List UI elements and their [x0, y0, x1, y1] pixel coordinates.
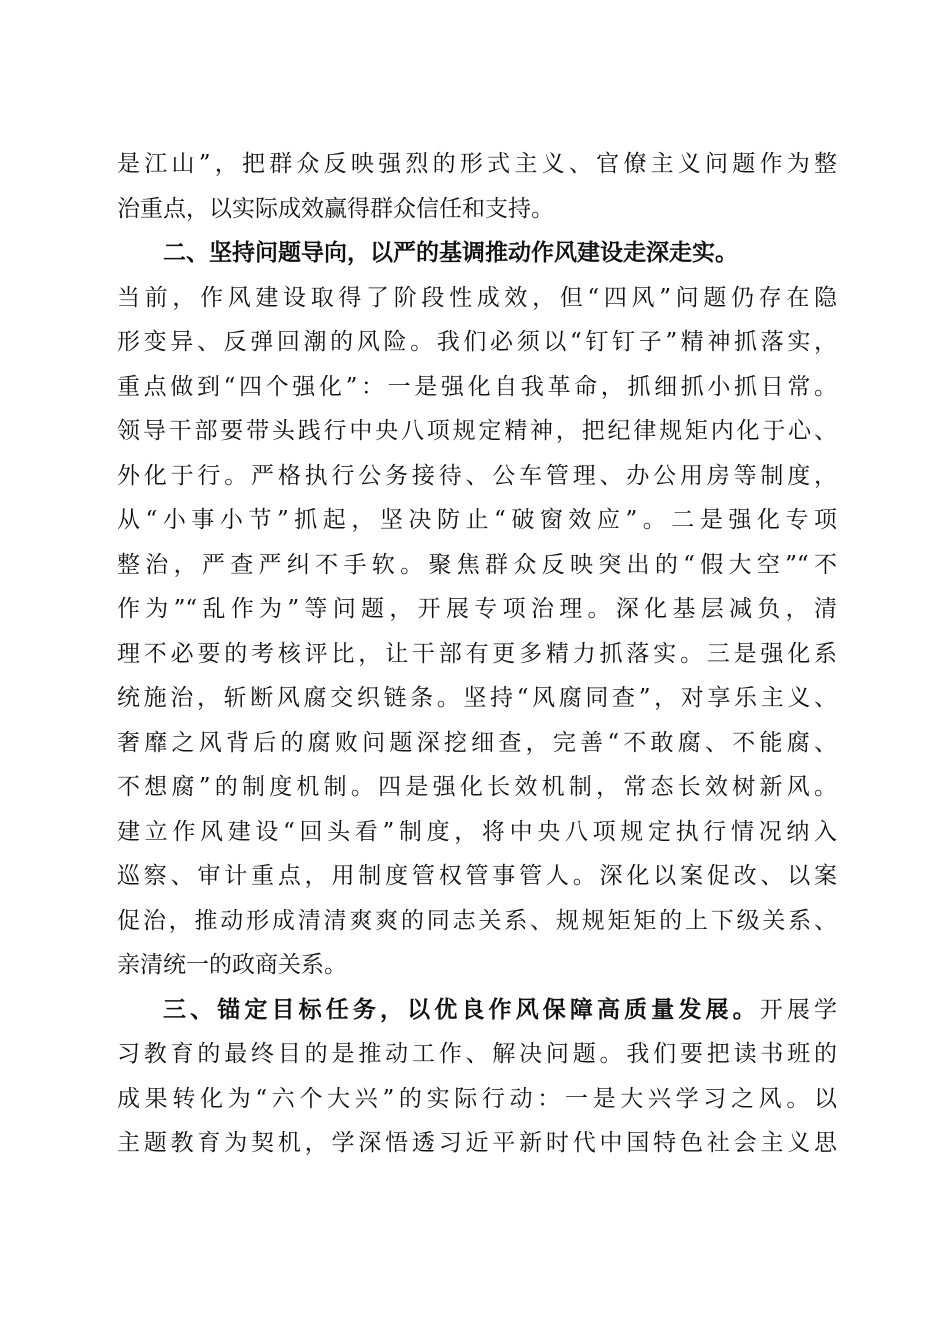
text-line: 作为”“乱作为”等问题，开展专项治理。深化基层减负，清 — [117, 596, 837, 622]
text-line: 统施治，斩断风腐交织链条。坚持“风腐同查”，对享乐主义、 — [117, 685, 837, 711]
section-heading: 三、锚定目标任务，以优良作风保障高质量发展。 — [163, 996, 760, 1023]
text-line: 亲清统一的政商关系。 — [117, 952, 347, 978]
text-line: 是江山”，把群众反映强烈的形式主义、官僚主义问题作为整 — [117, 151, 837, 177]
text-line: 奢靡之风背后的腐败问题深挖细查，完善“不敢腐、不能腐、 — [117, 729, 837, 756]
text-line: 形变异、反弹回潮的风险。我们必须以“钉钉子”精神抓落实， — [117, 329, 837, 355]
text-line: 促治，推动形成清清爽爽的同志关系、规规矩矩的上下级关系、 — [117, 907, 837, 934]
section-heading: 二、坚持问题导向，以严的基调推动作风建设走深走实。 — [163, 240, 738, 266]
body-text — [117, 142, 837, 1166]
text-line: 建立作风建设“回头看”制度，将中央八项规定执行情况纳入 — [117, 818, 837, 845]
text-line: 理不必要的考核评比，让干部有更多精力抓落实。三是强化系 — [117, 640, 837, 667]
text-line: 成果转化为“六个大兴”的实际行动：一是大兴学习之风。以 — [117, 1085, 837, 1112]
text-line: 当前，作风建设取得了阶段性成效，但“四风”问题仍存在隐 — [117, 284, 837, 311]
text-line: 不想腐”的制度机制。四是强化长效机制，常态长效树新风。 — [117, 774, 837, 800]
text-line: 整治，严查严纠不手软。聚焦群众反映突出的“假大空”“不 — [117, 551, 837, 578]
text-line: 巡察、审计重点，用制度管权管事管人。深化以案促改、以案 — [117, 863, 837, 889]
text-line: 主题教育为契机，学深悟透习近平新时代中国特色社会主义思 — [117, 1130, 837, 1156]
text-line: 从“小事小节”抓起，坚决防止“破窗效应”。二是强化专项 — [117, 507, 837, 533]
text-line: 习教育的最终目的是推动工作、解决问题。我们要把读书班的 — [117, 1041, 837, 1067]
text-line: 重点做到“四个强化”：一是强化自我革命，抓细抓小抓日常。 — [117, 373, 837, 400]
text-line: 领导干部要带头践行中央八项规定精神，把纪律规矩内化于心、 — [117, 418, 837, 444]
section-heading-line — [117, 988, 837, 1033]
text-line: 外化于行。严格执行公务接待、公车管理、办公用房等制度， — [117, 462, 837, 489]
text-line: 治重点，以实际成效赢得群众信任和支持。 — [117, 195, 554, 222]
section-lead-text: 开展学 — [759, 996, 837, 1023]
